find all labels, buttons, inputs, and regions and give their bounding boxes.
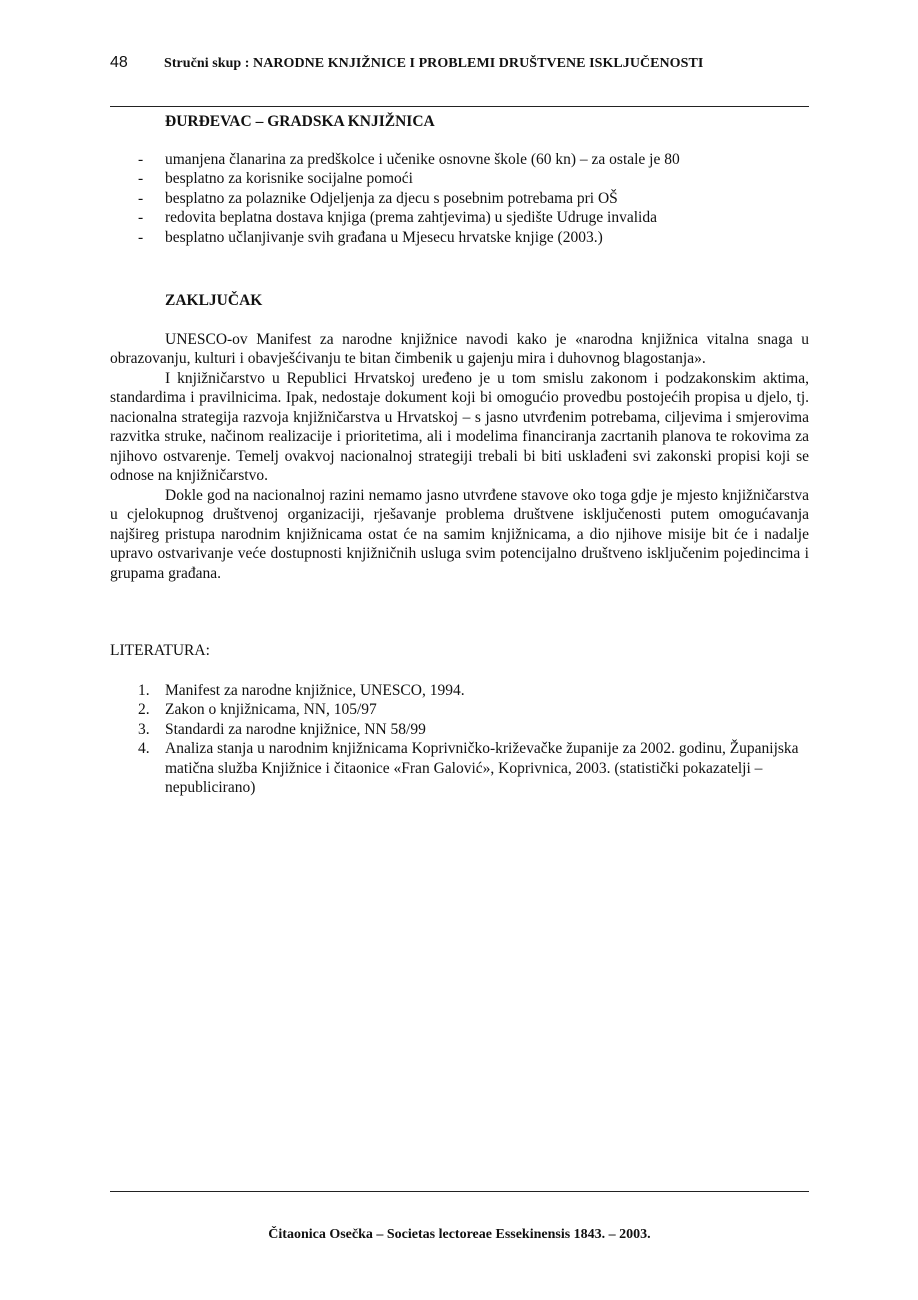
dash-marker: - (138, 170, 144, 187)
conclusion-body (110, 330, 809, 584)
page-number: 48 (110, 54, 128, 71)
reference-list (110, 681, 809, 798)
dash-marker: - (138, 150, 144, 168)
list-item (110, 228, 809, 248)
footer-divider (110, 1191, 809, 1192)
page-content (110, 112, 809, 798)
dash-marker: - (138, 228, 144, 246)
reference-item (110, 681, 809, 701)
section-heading-conclusion: ZAKLJUČAK (165, 292, 263, 309)
reference-text: Analiza stanja u narodnim knjižnicama Koprivničko-križevačke županije za 2002. godinu, Županijska matična služba Knjižnice i čitaonice «Fran Galović», Koprivnica, 2003. (statistički pokazatelji – nepublicirano) (165, 740, 799, 796)
literature-heading: LITERATURA: (110, 642, 210, 659)
page-footer: Čitaonica Osečka – Societas lectoreae Essekinensis 1843. – 2003. (268, 1227, 651, 1242)
reference-item (110, 700, 809, 720)
reference-item (110, 720, 809, 740)
list-item-text: besplatno učlanjivanje svih građana u Mjesecu hrvatske knjige (2003.) (165, 228, 603, 246)
running-title: Stručni skup : NARODNE KNJIŽNICE I PROBLEMI DRUŠTVENE ISKLJUČENOSTI (164, 56, 704, 71)
list-item (110, 208, 809, 228)
list-item (110, 169, 809, 189)
reference-item (110, 739, 809, 798)
reference-number: 2. (138, 701, 150, 718)
dash-marker: - (138, 209, 144, 226)
list-item-text: besplatno za korisnike socijalne pomoći (165, 170, 413, 187)
list-item (110, 189, 809, 209)
page-header (110, 54, 810, 72)
reference-number: 4. (138, 740, 150, 757)
reference-text: Zakon o knjižnicama, NN, 105/97 (165, 701, 377, 718)
list-item-text: redovita beplatna dostava knjiga (prema zahtjevima) u sjedište Udruge invalida (165, 209, 657, 226)
reference-number: 3. (138, 720, 150, 738)
list-item-text: umanjena članarina za predškolce i učenike osnovne škole (60 kn) – za ostale je 80 (165, 150, 680, 168)
reference-text: Standardi za narodne knjižnice, NN 58/99 (165, 720, 426, 738)
reference-number: 1. (138, 681, 150, 699)
section-heading-durdevac: ĐURĐEVAC – GRADSKA KNJIŽNICA (165, 113, 435, 130)
paragraph: UNESCO-ov Manifest za narodne knjižnice navodi kako je «narodna knjižnica vitalna snaga u obrazovanju, kulturi i obavješćivanju te bitan čimbenik u gajenju mira i duhovnog blagostanja». (110, 330, 809, 367)
paragraph: Dokle god na nacionalnoj razini nemamo jasno utvrđene stavove oko toga gdje je mjesto knjižničarstva u cjelokupnog društvenoj organizaciji, rješavanje problema društvene isključenosti putem omogućavanja najšireg pristupa narodnim knjižnicama ostat će na samim knjižnicama, a dio njihove misije bit će i nadalje upravo ostvarivanje veće dostupnosti knjižničnih usluga svim potencijalno društveno isključenim pojedincima i grupama građana. (110, 486, 809, 582)
reference-text: Manifest za narodne knjižnice, UNESCO, 1994. (165, 681, 465, 699)
dash-marker: - (138, 189, 144, 207)
list-item (110, 150, 809, 170)
bullet-list (110, 150, 809, 248)
header-divider (110, 106, 809, 107)
paragraph: I knjižničarstvo u Republici Hrvatskoj uređeno je u tom smislu zakonom i podzakonskim aktima, standardima i pravilnicima. Ipak, nedostaje dokument koji bi omogućio provedbu postojećih propisa u djelo, tj. nacionalna strategija razvoja knjižničarstva u Hrvatskoj – s jasno utvrđenim potrebama, ciljevima i smjerovima razvitka struke, načinom realizacije i prioritetima, ali i modelima financiranja zacrtanih planova te rokovima za njihovo ostvarenje. Temelj ovakvoj nacionalnoj strategiji trebali bi biti usklađeni svi zakonski propisi koji se odnose na knjižničarstvo. (110, 369, 809, 484)
list-item-text: besplatno za polaznike Odjeljenja za djecu s posebnim potrebama pri OŠ (165, 189, 618, 207)
